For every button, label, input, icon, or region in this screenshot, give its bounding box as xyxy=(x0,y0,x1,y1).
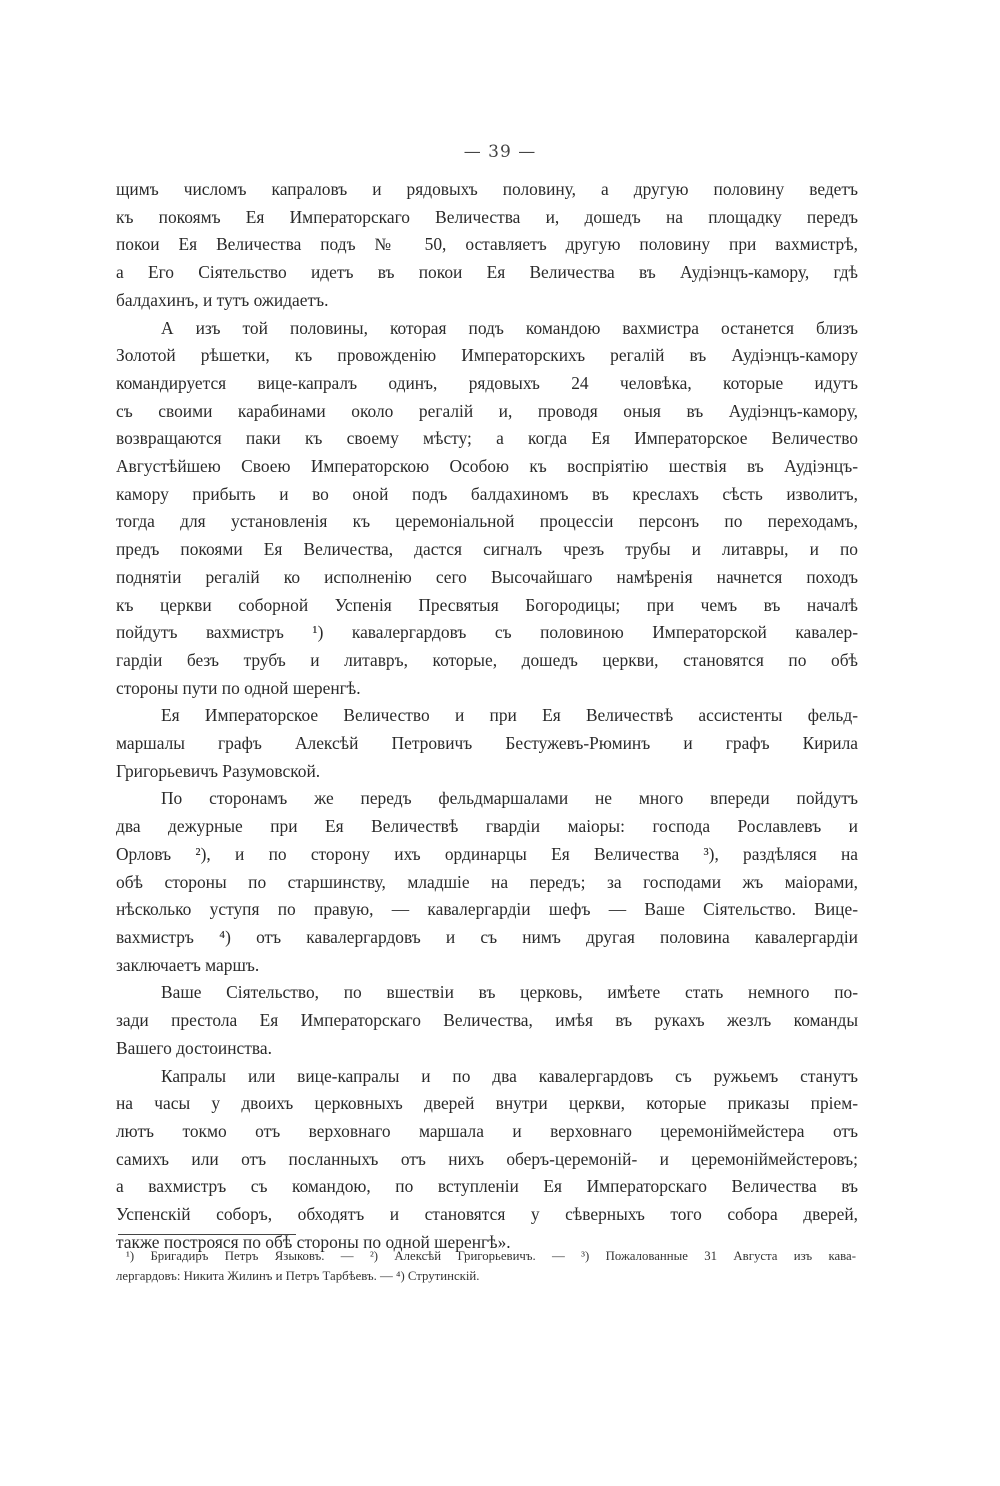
text-line: къ церкви соборной Успенія Пресвятыя Богородицы; при чемъ въ началѣ xyxy=(116,594,858,615)
text-line: Вашего достоинства. xyxy=(116,1037,272,1058)
text-line: два дежурные при Ея Величествѣ гвардіи маіоры: господа Рославлевъ и xyxy=(116,816,858,837)
text-line: командируется вице-капралъ одинъ, рядовыхъ 24 человѣка, которые идутъ xyxy=(116,372,858,393)
text-line: По сторонамъ же передъ фельдмаршалами не много впереди пойдутъ xyxy=(161,788,858,809)
footnote-line: лергардовъ: Никита Жилинъ и Петръ Тарбѣевъ. — ⁴) Струтинскій. xyxy=(116,1269,480,1283)
text-line: Августѣйшею Своею Императорскою Особою къ воспріятію шествія въ Аудіэнцъ- xyxy=(116,456,858,477)
text-line: съ своими карабинами около регалій и, проводя оныя въ Аудіэнцъ-камору, xyxy=(116,400,858,421)
text-line: тогда для установленія къ церемоніальной процессіи персонъ по переходамъ, xyxy=(116,511,858,532)
text-line: а Его Сіятельство идетъ въ покои Ея Величества въ Аудіэнцъ-камору, гдѣ xyxy=(116,262,858,283)
text-line: Григорьевичъ Разумовской. xyxy=(116,760,321,781)
text-line: Ваше Сіятельство, по вшествіи въ церковь, имѣете стать немного по- xyxy=(161,982,858,1003)
text-line: щимъ числомъ капраловъ и рядовыхъ половину, а другую половину ведетъ xyxy=(116,179,858,199)
footnote-line: ¹) Бригадиръ Петръ Языковъ. — ²) Алексѣй Григорьевичъ. — ³) Пожалованные 31 Августа изъ кава- xyxy=(126,1249,856,1263)
text-line: пойдутъ вахмистръ ¹) кавалергардовъ съ половиною Императорской кавалер- xyxy=(116,622,858,643)
text-line: А изъ той половины, которая подъ командою вахмистра останется близъ xyxy=(161,317,858,338)
text-line: къ покоямъ Ея Императорскаго Величества и, дошедъ на площадку передъ xyxy=(116,206,858,227)
paragraph xyxy=(116,702,858,785)
text-line: нѣсколько уступя по правую, — кавалергардіи шефъ — Ваше Сіятельство. Вице- xyxy=(116,899,858,920)
text-line: Орловъ ²), и по сторону ихъ ординарцы Ея Величества ³), раздѣляся на xyxy=(116,843,858,864)
text-line: самихъ или отъ посланныхъ отъ нихъ оберъ-церемоній- и церемоніймейстеровъ; xyxy=(116,1148,858,1169)
text-line: обѣ стороны по старшинству, младшіе на передъ; за господами жъ маіорами, xyxy=(116,871,858,892)
text-line: лютъ токмо отъ верховнаго маршала и верховнаго церемоніймейстера отъ xyxy=(116,1120,858,1141)
text-line: гардіи безъ трубъ и литавръ, которые, дошедъ церкви, становятся по обѣ xyxy=(116,649,858,670)
footnotes xyxy=(116,1246,856,1286)
text-line: покои Ея Величества подъ № 50, оставляетъ другую половину при вахмистрѣ, xyxy=(116,234,858,255)
paragraph xyxy=(116,1063,858,1257)
text-line: балдахинъ, и тутъ ожидаетъ. xyxy=(116,289,329,310)
body-text xyxy=(116,176,858,1256)
text-line: Ея Императорское Величество и при Ея Величествѣ ассистенты фельд- xyxy=(161,705,858,726)
text-line: предъ покоями Ея Величества, дастся сигналъ чрезъ трубы и литавры, и по xyxy=(116,539,858,560)
text-line: а вахмистръ съ командою, по вступленіи Ея Императорскаго Величества въ xyxy=(116,1176,858,1197)
text-line: стороны пути по одной шеренгѣ. xyxy=(116,677,361,698)
text-line: также построяся по обѣ стороны по одной шеренгѣ». xyxy=(116,1231,511,1252)
paragraph xyxy=(116,979,858,1062)
paragraph xyxy=(116,785,858,979)
text-line: маршалы графъ Алексѣй Петровичъ Бестужевъ-Рюминъ и графъ Кирила xyxy=(116,733,858,754)
footnote-divider xyxy=(118,1234,296,1235)
text-line: Капралы или вице-капралы и по два кавалергардовъ съ ружьемъ станутъ xyxy=(161,1065,858,1086)
page-number: — 39 — xyxy=(463,142,537,162)
paragraph xyxy=(116,176,858,315)
text-line: заключаетъ маршъ. xyxy=(116,954,260,975)
text-line: Успенскій соборъ, обходятъ и становятся у сѣверныхъ того собора дверей, xyxy=(116,1204,858,1225)
text-line: камору прибыть и во оной подъ балдахиномъ въ креслахъ сѣсть изволитъ, xyxy=(116,483,858,504)
text-line: поднятіи регалій ко исполненію сего Высочайшаго намѣренія начнется походъ xyxy=(116,566,858,587)
text-line: Золотой рѣшетки, къ провожденію Императорскихъ регалій въ Аудіэнцъ-камору xyxy=(116,345,858,366)
text-line: зади престола Ея Императорскаго Величества, имѣя въ рукахъ жезлъ команды xyxy=(116,1010,858,1031)
text-line: вахмистръ ⁴) отъ кавалергардовъ и съ нимъ другая половина кавалергардіи xyxy=(116,926,858,947)
text-line: на часы у двоихъ церковныхъ дверей внутри церкви, которые приказы пріем- xyxy=(116,1093,858,1114)
text-line: возвращаются паки къ своему мѣсту; а когда Ея Императорское Величество xyxy=(116,428,858,449)
paragraph xyxy=(116,315,858,703)
